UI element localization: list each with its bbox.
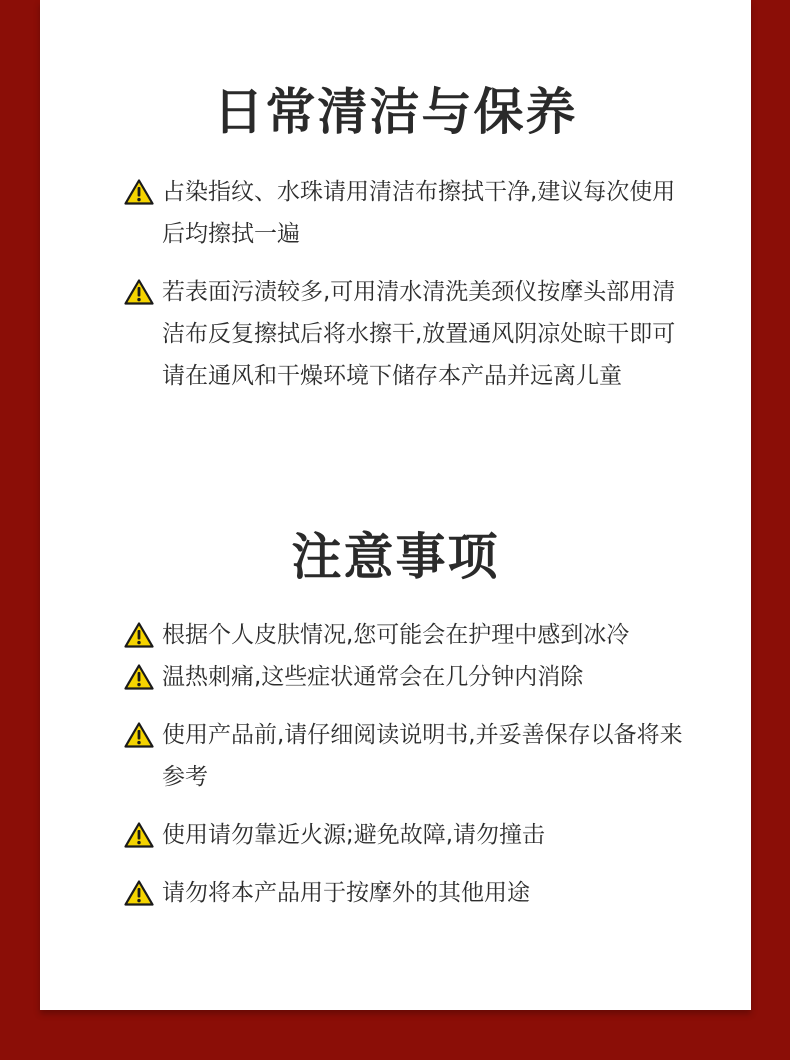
list-item-text: 请勿将本产品用于按摩外的其他用途 xyxy=(162,880,530,906)
list-item xyxy=(124,271,684,397)
warning-triangle-icon xyxy=(124,822,154,848)
warning-triangle-icon xyxy=(124,880,154,906)
list-item xyxy=(124,814,684,856)
list-item-text: 使用请勿靠近火源;避免故障,请勿撞击 xyxy=(162,822,546,848)
section-title-precautions: 注意事项 xyxy=(291,528,500,586)
list-item xyxy=(124,614,684,656)
list-item-text: 根据个人皮肤情况,您可能会在护理中感到冰冷 xyxy=(162,622,630,648)
list-item-text: 使用产品前,请仔细阅读说明书,并妥善保存以备将来参考 xyxy=(162,722,683,790)
content-card xyxy=(40,0,751,1010)
list-item xyxy=(124,656,684,698)
list-item-text: 若表面污渍较多,可用清水清洗美颈仪按摩头部用清洁布反复擦拭后将水擦干,放置通风阴凉处晾干即可请在通风和干燥环境下储存本产品并远离儿童 xyxy=(162,279,676,389)
list-item-text: 占染指纹、水珠请用清洁布擦拭干净,建议每次使用后均擦拭一遍 xyxy=(162,179,676,247)
warning-triangle-icon xyxy=(124,722,154,748)
warning-triangle-icon xyxy=(124,179,154,205)
list-item xyxy=(124,171,684,255)
list-item xyxy=(124,714,684,798)
list-item-text: 温热刺痛,这些症状通常会在几分钟内消除 xyxy=(162,664,584,690)
list-item xyxy=(124,872,684,914)
warning-triangle-icon xyxy=(124,279,154,305)
warning-triangle-icon xyxy=(124,622,154,648)
section-title-cleaning: 日常清洁与保养 xyxy=(213,83,578,141)
warning-triangle-icon xyxy=(124,664,154,690)
